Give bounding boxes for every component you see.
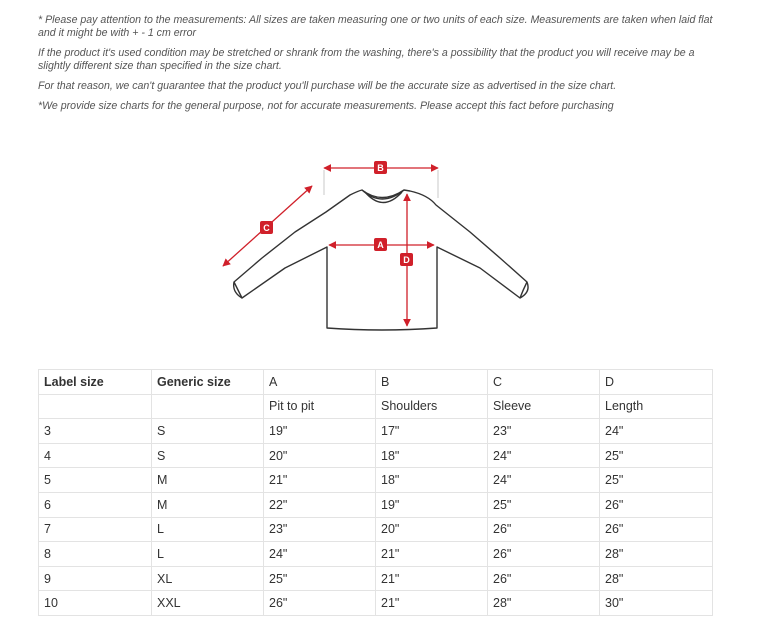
table-cell: S	[152, 443, 264, 468]
table-cell: 8	[39, 542, 152, 567]
table-cell: L	[152, 517, 264, 542]
measurement-note: * Please pay attention to the measurements: All sizes are taken measuring one or two units of each size. Measurements are taken when laid flat and it might be with + - 1 cm error	[38, 14, 713, 39]
table-cell: 28"	[600, 542, 713, 567]
table-cell: 21"	[376, 542, 488, 567]
subheader-cell	[152, 394, 264, 419]
table-cell: 26"	[600, 492, 713, 517]
header-label-size: Label size	[39, 370, 152, 395]
measurement-lines	[223, 168, 438, 326]
label-a-badge	[374, 238, 387, 251]
table-cell: 10	[39, 591, 152, 616]
table-row	[39, 419, 713, 444]
header-b: B	[376, 370, 488, 395]
table-cell: 19"	[376, 492, 488, 517]
used-condition-note: If the product it's used condition may be stretched or shrank from the washing, there's a possibility that the product you will receive may be a slightly different size than specified in the size chart.	[38, 47, 695, 72]
label-c-badge	[260, 221, 273, 234]
table-cell: 25"	[600, 443, 713, 468]
table-cell: 25"	[600, 468, 713, 493]
table-cell: XXL	[152, 591, 264, 616]
table-cell: 19"	[264, 419, 376, 444]
table-cell: 24"	[488, 443, 600, 468]
label-b: B	[377, 163, 384, 173]
table-cell: 18"	[376, 443, 488, 468]
table-cell: 26"	[488, 566, 600, 591]
table-cell: 20"	[264, 443, 376, 468]
table-cell: 22"	[264, 492, 376, 517]
table-cell: S	[152, 419, 264, 444]
sweater-outline	[234, 190, 528, 330]
table-cell: 25"	[488, 492, 600, 517]
table-cell: 26"	[600, 517, 713, 542]
label-d-badge	[400, 253, 413, 266]
size-notes	[38, 14, 728, 120]
table-cell: 21"	[376, 591, 488, 616]
label-b-badge	[374, 161, 387, 174]
table-cell: 17"	[376, 419, 488, 444]
general-purpose-note: *We provide size charts for the general purpose, not for accurate measurements. Please accept this fact before purchasing	[38, 100, 614, 112]
table-cell: M	[152, 468, 264, 493]
table-row	[39, 443, 713, 468]
table-cell: 18"	[376, 468, 488, 493]
table-cell: 24"	[264, 542, 376, 567]
subheader-length: Length	[600, 394, 713, 419]
table-row	[39, 566, 713, 591]
table-cell: 9	[39, 566, 152, 591]
guarantee-note: For that reason, we can't guarantee that the product you'll purchase will be the accurate size as advertised in the size chart.	[38, 80, 617, 92]
table-cell: 30"	[600, 591, 713, 616]
table-row	[39, 468, 713, 493]
table-cell: XL	[152, 566, 264, 591]
table-row	[39, 542, 713, 567]
table-cell: 25"	[264, 566, 376, 591]
table-row	[39, 591, 713, 616]
table-cell: 23"	[264, 517, 376, 542]
size-chart-table	[38, 369, 713, 616]
table-cell: 5	[39, 468, 152, 493]
label-d: D	[403, 255, 410, 265]
header-c: C	[488, 370, 600, 395]
table-cell: 21"	[264, 468, 376, 493]
header-d: D	[600, 370, 713, 395]
header-generic-size: Generic size	[152, 370, 264, 395]
table-cell: 26"	[488, 517, 600, 542]
table-cell: 6	[39, 492, 152, 517]
table-cell: L	[152, 542, 264, 567]
table-cell: M	[152, 492, 264, 517]
table-cell: 7	[39, 517, 152, 542]
table-cell: 21"	[376, 566, 488, 591]
table-row	[39, 517, 713, 542]
table-cell: 26"	[264, 591, 376, 616]
table-cell: 23"	[488, 419, 600, 444]
subheader-cell	[39, 394, 152, 419]
table-cell: 4	[39, 443, 152, 468]
subheader-sleeve: Sleeve	[488, 394, 600, 419]
table-cell: 26"	[488, 542, 600, 567]
subheader-shoulders: Shoulders	[376, 394, 488, 419]
shirt-measurement-diagram	[215, 155, 545, 345]
table-cell: 24"	[600, 419, 713, 444]
label-a: A	[377, 240, 384, 250]
table-subheader-row	[39, 394, 713, 419]
table-cell: 3	[39, 419, 152, 444]
table-row	[39, 492, 713, 517]
table-cell: 24"	[488, 468, 600, 493]
subheader-pit-to-pit: Pit to pit	[264, 394, 376, 419]
table-cell: 28"	[488, 591, 600, 616]
header-a: A	[264, 370, 376, 395]
label-c: C	[263, 223, 270, 233]
table-header-row	[39, 370, 713, 395]
table-cell: 28"	[600, 566, 713, 591]
table-cell: 20"	[376, 517, 488, 542]
